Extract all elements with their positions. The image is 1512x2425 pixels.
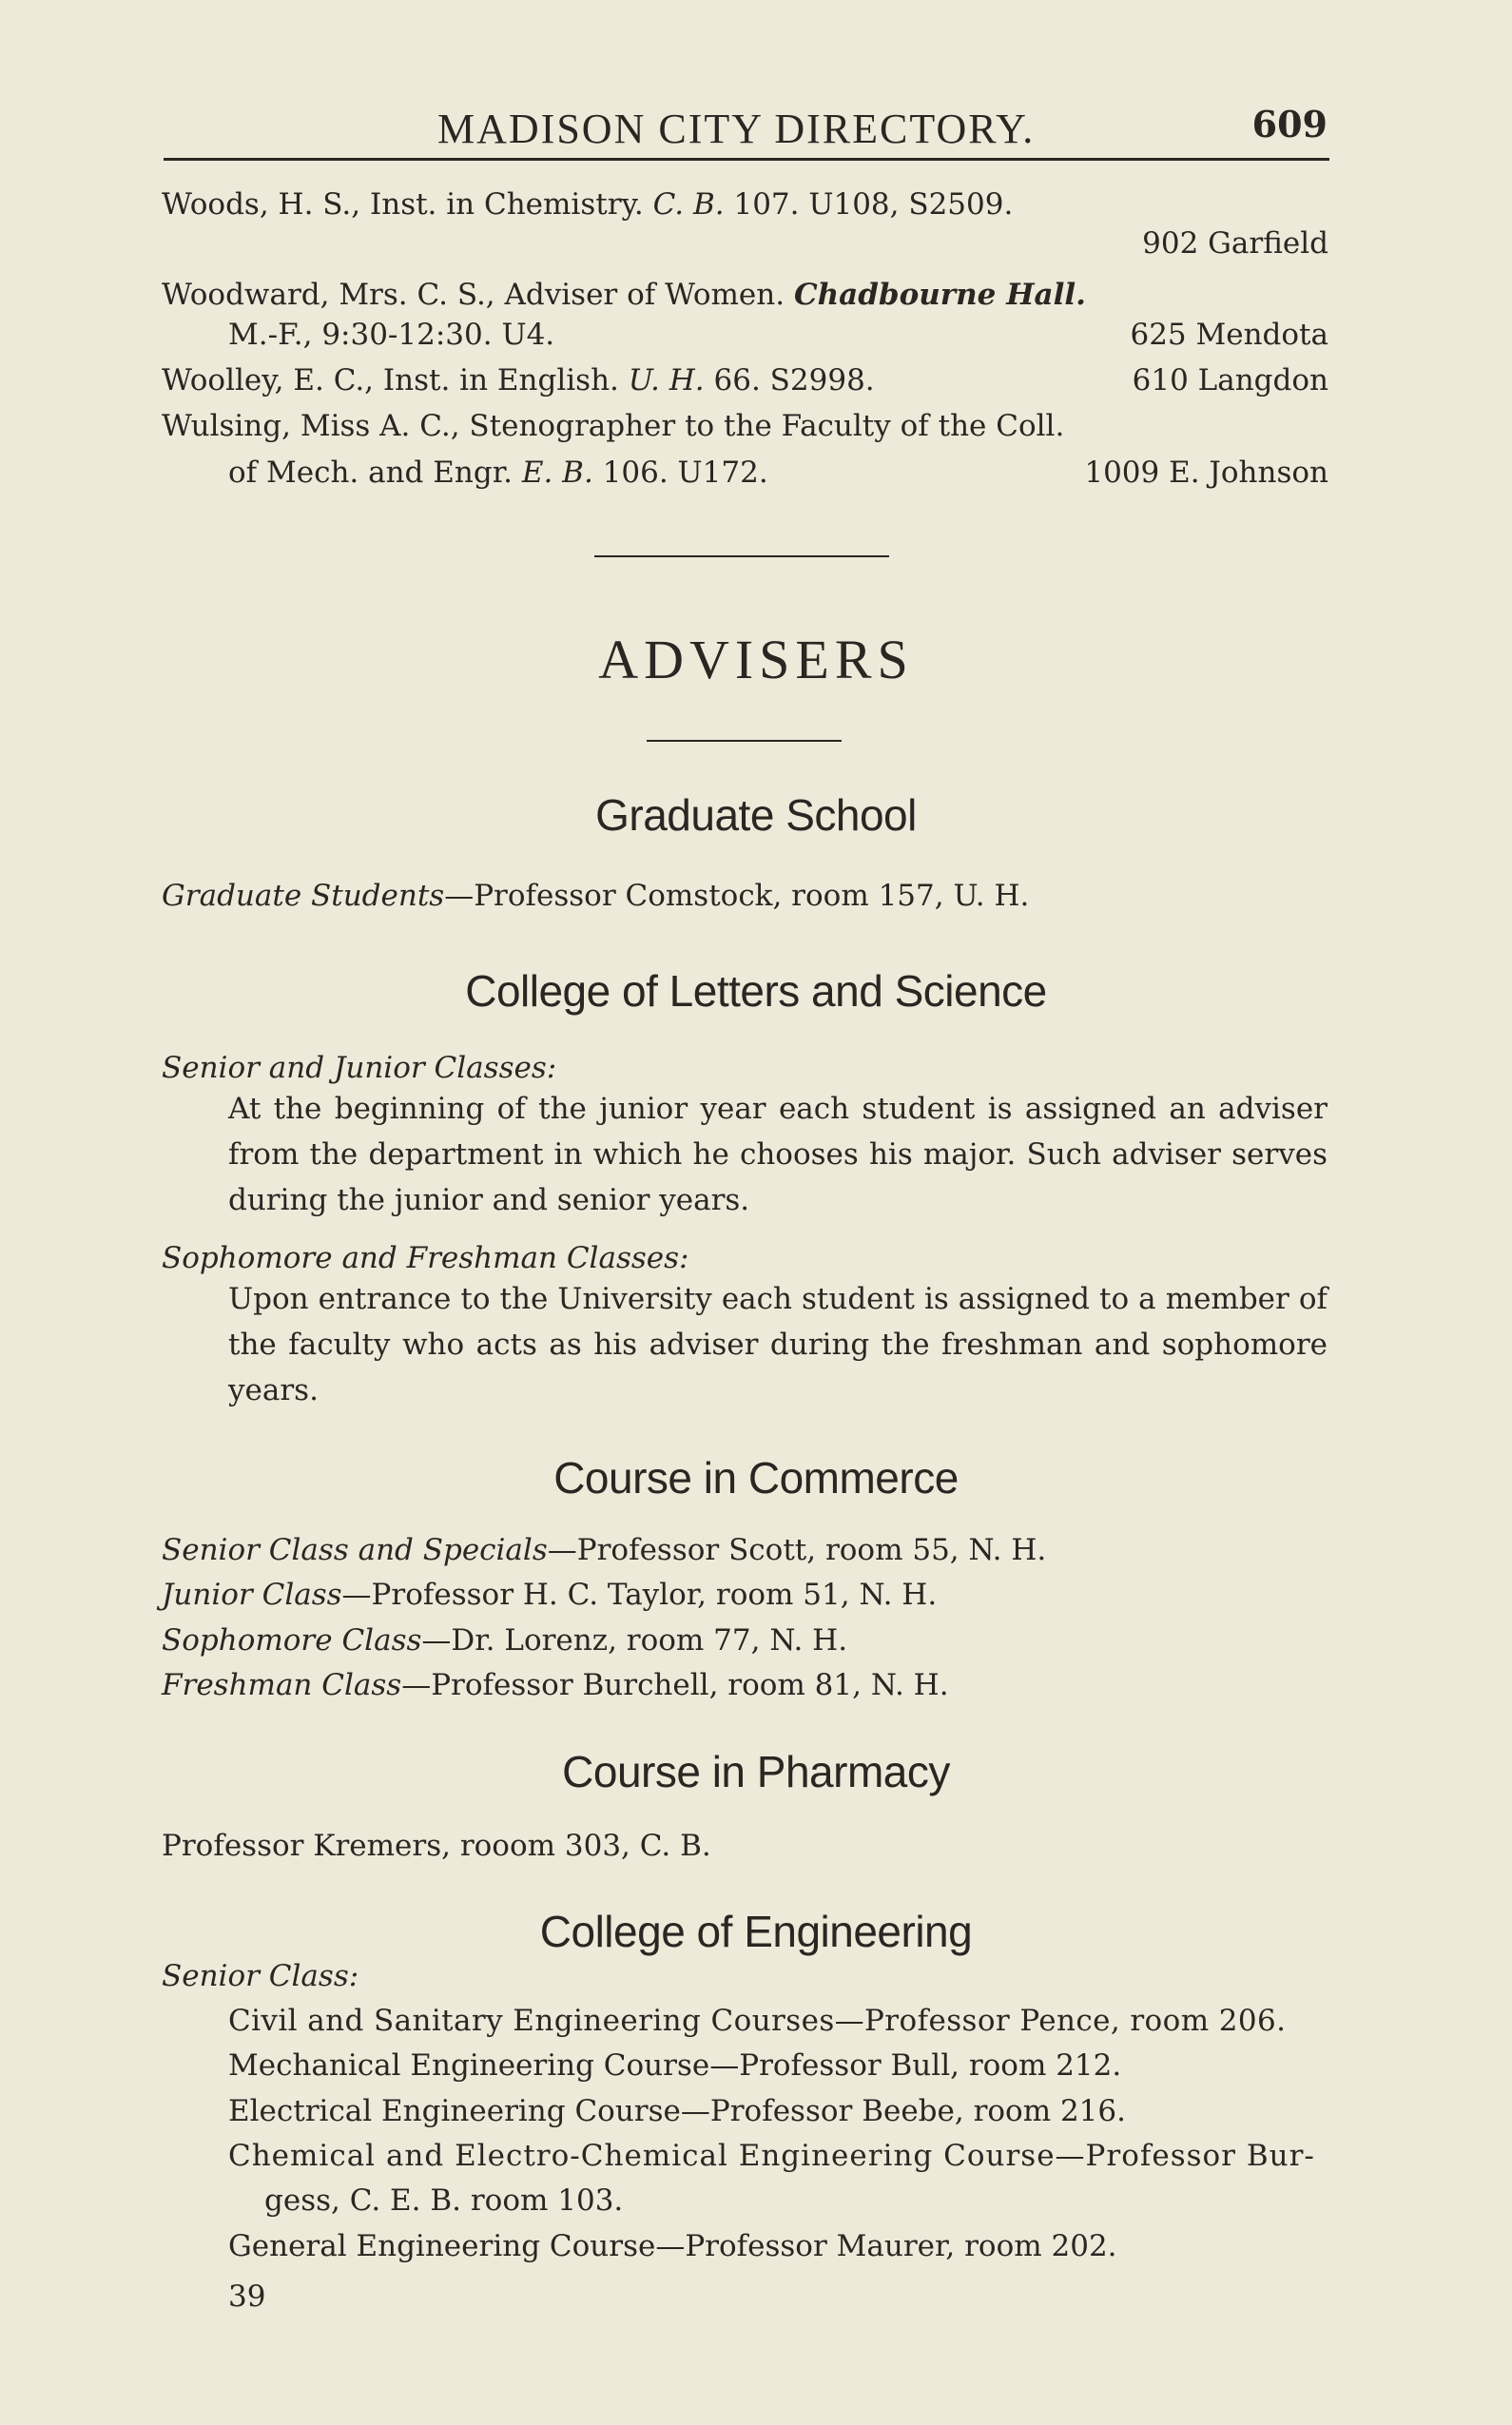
adviser-text: —Dr. Lorenz, room 77, N. H. bbox=[421, 1623, 848, 1658]
paragraph: At the beginning of the junior year each student is assigned an adviser from the department in which he chooses his major. Such adviser serves during the junior and senior years. bbox=[228, 1092, 1328, 1217]
soph-fresh-label: Sophomore and Freshman Classes: bbox=[162, 1241, 689, 1275]
adviser-text: —Professor Comstock, room 157, U. H. bbox=[444, 879, 1030, 913]
senior-junior-label: Senior and Junior Classes: bbox=[162, 1051, 557, 1085]
graduate-students-line bbox=[162, 877, 1029, 915]
engineering-item: gess, C. E. B. room 103. bbox=[264, 2183, 624, 2218]
adviser-text: —Professor H. C. Taylor, room 51, N. H. bbox=[341, 1578, 938, 1612]
engineering-item: Electrical Engineering Course—Professor Beebe, room 216. bbox=[228, 2094, 1126, 2128]
entry-name: Woods, H. S., Inst. in Chemistry. bbox=[162, 187, 644, 222]
page-number: 609 bbox=[1251, 103, 1328, 146]
entry-woolley bbox=[162, 361, 875, 399]
letters-science-heading: College of Letters and Science bbox=[465, 966, 1047, 1016]
entry-address: 902 Garfield bbox=[1142, 226, 1328, 261]
paragraph: Upon entrance to the University each student is assigned to a member of the faculty who acts as his adviser during the freshman and sophomore years. bbox=[228, 1282, 1328, 1407]
adviser-text: —Professor Scott, room 55, N. H. bbox=[547, 1533, 1047, 1567]
running-title: MADISON CITY DIRECTORY. bbox=[437, 106, 1036, 152]
entry-dept: of Mech. and Engr. bbox=[228, 456, 513, 490]
adviser-text: —Professor Burchell, room 81, N. H. bbox=[401, 1668, 949, 1702]
signature-mark: 39 bbox=[228, 2280, 266, 2314]
entry-details: 106. U172. bbox=[602, 456, 768, 490]
section-divider bbox=[594, 555, 889, 557]
page-header bbox=[162, 95, 1328, 152]
graduate-school-heading: Graduate School bbox=[595, 790, 917, 840]
entry-details: 66. S2998. bbox=[713, 363, 875, 398]
commerce-heading: Course in Commerce bbox=[553, 1453, 959, 1503]
adviser-label: Freshman Class bbox=[162, 1668, 402, 1702]
entry-hours: M.-F., 9:30-12:30. U4. bbox=[228, 318, 555, 352]
entry-wulsing-cont bbox=[228, 454, 768, 492]
entry-woods bbox=[162, 185, 1013, 223]
entry-building: E. B. bbox=[521, 456, 593, 490]
entry-address: 625 Mendota bbox=[1130, 318, 1328, 352]
entry-name: Woodward, Mrs. C. S., Adviser of Women. bbox=[162, 278, 785, 312]
engineering-heading: College of Engineering bbox=[539, 1907, 973, 1956]
entry-woodward bbox=[162, 276, 1086, 314]
commerce-item bbox=[162, 1576, 937, 1614]
entry-details: 107. U108, S2509. bbox=[733, 187, 1014, 222]
engineering-item: Mechanical Engineering Course—Professor Bull, room 212. bbox=[228, 2048, 1122, 2083]
header-rule bbox=[164, 158, 1329, 161]
engineering-item: Chemical and Electro-Chemical Engineering Course—Professor Bur- bbox=[228, 2139, 1315, 2173]
engineering-item: Civil and Sanitary Engineering Courses—Professor Pence, room 206. bbox=[228, 2004, 1287, 2038]
senior-junior-text bbox=[228, 1086, 1328, 1223]
adviser-label: Junior Class bbox=[162, 1578, 342, 1612]
entry-name: Woolley, E. C., Inst. in English. bbox=[162, 363, 619, 398]
soph-fresh-text bbox=[228, 1276, 1328, 1413]
entry-building: U. H. bbox=[628, 363, 705, 398]
adviser-label: Graduate Students bbox=[162, 879, 445, 913]
advisers-title: ADVISERS bbox=[598, 629, 914, 690]
commerce-item bbox=[162, 1531, 1046, 1569]
title-divider bbox=[647, 740, 842, 742]
pharmacy-line: Professor Kremers, rooom 303, C. B. bbox=[162, 1829, 711, 1863]
engineering-item: General Engineering Course—Professor Maurer, room 202. bbox=[228, 2229, 1117, 2263]
adviser-label: Senior Class and Specials bbox=[162, 1533, 548, 1567]
entry-wulsing: Wulsing, Miss A. C., Stenographer to the Faculty of the Coll. bbox=[162, 409, 1065, 443]
entry-building: Chadbourne Hall. bbox=[793, 278, 1086, 312]
entry-address: 1009 E. Johnson bbox=[1084, 456, 1328, 490]
pharmacy-heading: Course in Pharmacy bbox=[562, 1747, 950, 1796]
entry-address: 610 Langdon bbox=[1132, 363, 1328, 398]
entry-building: C. B. bbox=[652, 187, 725, 222]
engineering-senior-label: Senior Class: bbox=[162, 1959, 359, 1993]
commerce-item bbox=[162, 1666, 949, 1704]
adviser-label: Sophomore Class bbox=[162, 1623, 422, 1658]
commerce-item bbox=[162, 1621, 847, 1659]
